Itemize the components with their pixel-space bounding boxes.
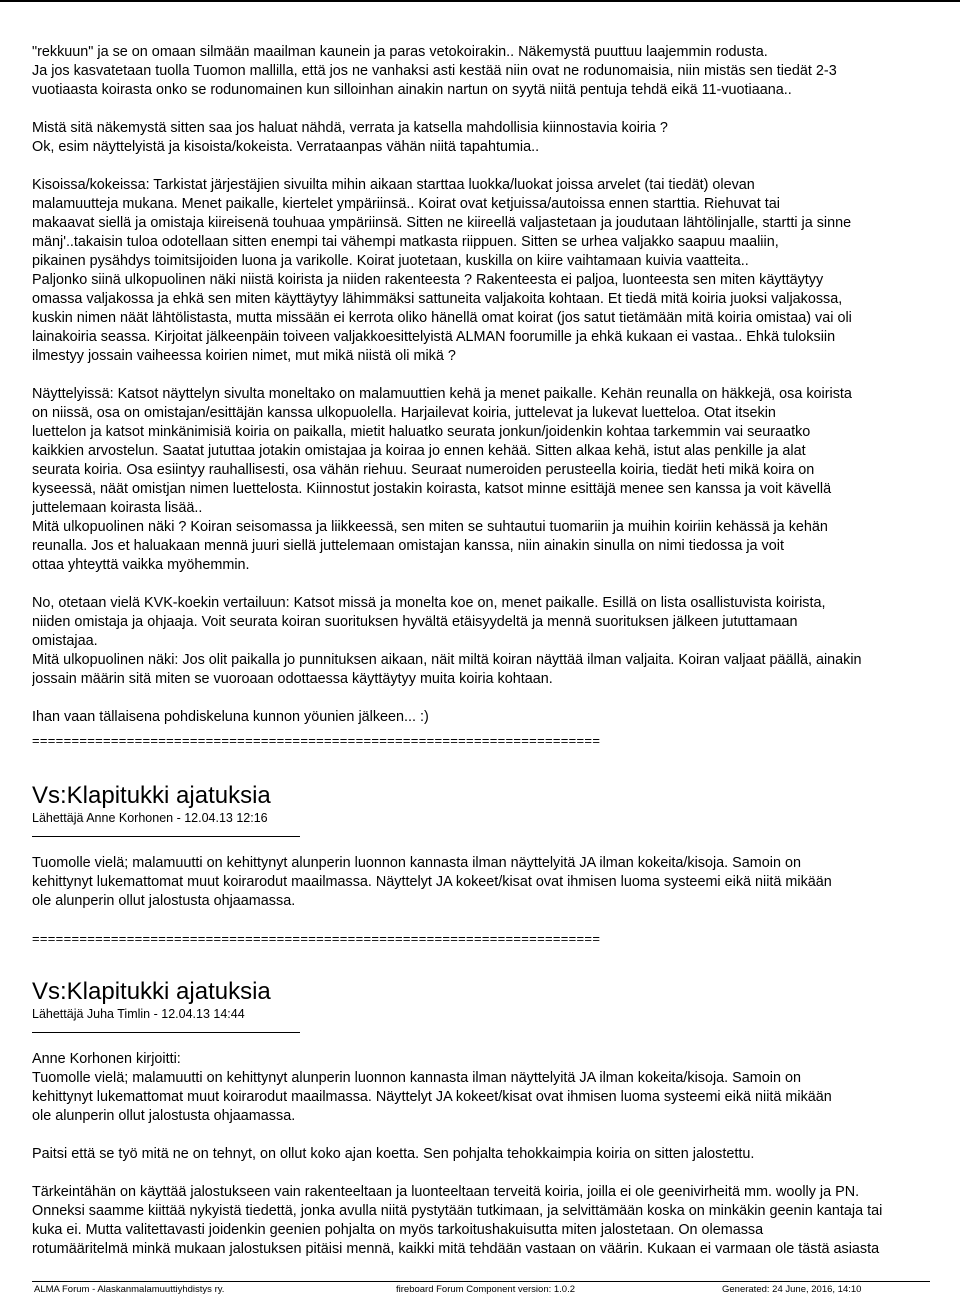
text-line: Tuomolle vielä; malamuutti on kehittynyt alunperin luonnon kannasta ilman näyttelyitä JA ilman kokeita/kisoja. Samoin on [32, 1070, 801, 1086]
text-line: kyseessä, näät omistjan nimen luettelosta. Kiinnostut jostakin koirasta, katsot minne esittäjä menee sen kanssa ja voit kävellä [32, 481, 832, 497]
post-title: Vs:Klapitukki ajatuksia [32, 782, 271, 809]
text-line: omassa valjakossa ja ehkä sen miten käyttäytyy lähimmäksi sattuneita valjakoita kohtaan. Et tiedä mitä koiria juoksi valjakossa, [32, 291, 843, 307]
blank-line [32, 575, 960, 594]
text-line: Paljonko siinä ulkopuolinen näki niistä koirista ja niiden rakenteesta ? Rakenteesta ei paljoa, luonteesta sen miten käyttäytyy [32, 272, 824, 288]
text-line: Tuomolle vielä; malamuutti on kehittynyt alunperin luonnon kannasta ilman näyttelyitä JA ilman kokeita/kisoja. Samoin on [32, 855, 801, 871]
footer-site-name: ALMA Forum - Alaskanmalamuuttiyhdistys ry. [34, 1284, 225, 1295]
text-line: luettelon ja katsot minkänimisiä koiria on paikalla, mietit haluatko seurata jonkun/joidenkin kohtaa tarkemmin vai seuraatko [32, 424, 811, 440]
text-line: rotumääritelmä minkä mukaan jalostuksen pitäisi mennä, kaikki mitä tehdään vastaan on väärin. Kukaan ei varmaan ole tästä asiasta [32, 1241, 880, 1257]
post-meta: Lähettäjä Anne Korhonen - 12.04.13 12:16 [32, 811, 268, 825]
text-line: ole alunperin ollut jalostusta ohjaamassa. [32, 1108, 296, 1124]
text-line: mänj'..takaisin tuloa odotellaan sitten enempi tai vähempi matkasta riippuen. Sitten se urhea valjakko saapuu maaliin, [32, 234, 779, 250]
text-line: reunalla. Jos et haluakaan mennä juuri siellä juttelemaan omistajan kanssa, niin ainakin sinulla on nimi tiedossa ja voit [32, 538, 784, 554]
text-line: lainakoiria seassa. Kirjoitat jälkeenpäin toiveen valjakkoesittelyistä ALMAN foorumille ja ehkä kukaan ei vastaa.. Ehkä tuloksiin [32, 329, 836, 345]
text-line: niiden omistaja ja ohjaaja. Voit seurata koiran suorituksen hyvältä etäisyydeltä ja mennä suorituksen jälkeen jututtamaan [32, 614, 798, 630]
text-line: Mitä ulkopuolinen näki: Jos olit paikalla jo punnituksen aikaan, näit miltä koiran näyttää ilman valjaita. Koiran valjaat päällä, ainakin [32, 652, 862, 668]
text-line: vuotiaasta koirasta onko se rodunomainen kun silloinhan ainakin nartun on syytä niitä pentuja tehdä eikä 11-vuotiaana.. [32, 82, 792, 98]
text-line: omistajaa. [32, 633, 98, 649]
post-body [32, 1050, 960, 1259]
blank-line [32, 366, 960, 385]
text-line: Onneksi saamme kiittää nykyistä tiedettä, jonka avulla niitä pystytään tutkimaan, ja selvittämään koska on minkäkin geenin kantaja tai [32, 1203, 883, 1219]
text-line: Anne Korhonen kirjoitti: [32, 1051, 181, 1067]
text-line: seurata koiria. Osa esiintyy rauhallisesti, osa vähän riehuu. Seuraat numeroiden perusteella koiria, tiedät heti mikä koira on [32, 462, 815, 478]
text-line: Ihan vaan tällaisena pohdiskeluna kunnon yöunien jälkeen... :) [32, 709, 429, 725]
post-body [32, 854, 960, 911]
footer-component-version: fireboard Forum Component version: 1.0.2 [396, 1284, 576, 1295]
blank-line [32, 689, 960, 708]
post-separator: ======================================================================== [32, 733, 601, 748]
post-separator: ======================================================================== [32, 931, 601, 946]
text-line: Mistä sitä näkemystä sitten saa jos haluat nähdä, verrata ja katsella mahdollisia kiinnostavia koiria ? [32, 120, 668, 136]
text-line: ole alunperin ollut jalostusta ohjaamassa. [32, 893, 296, 909]
top-border [0, 0, 960, 2]
text-line: Paitsi että se työ mitä ne on tehnyt, on ollut koko ajan koetta. Sen pohjalta tehokkaimpia koiria on sitten jalostettu. [32, 1146, 755, 1162]
page-footer [32, 1284, 930, 1296]
text-line: No, otetaan vielä KVK-koekin vertailuun: Katsot missä ja monelta koe on, menet paikalle. Esillä on lista osallistuvista koirista, [32, 595, 826, 611]
text-line: kuskin nimen näät lähtölistasta, mutta missään ei kerrota oliko hänellä omat koirat (jos satut tietämään mitä koiria omistaa) vai oli [32, 310, 852, 326]
text-line: Kisoissa/kokeissa: Tarkistat järjestäjien sivuilta mihin aikaan starttaa luokka/luokat joissa arvelet (tai tiedät) olevan [32, 177, 755, 193]
footer-generated-date: Generated: 24 June, 2016, 14:10 [722, 1284, 862, 1295]
text-line: pikainen pysähdys toimitsijoiden luona ja varikolle. Koirat juotetaan, kuskilla on kiire vaihtamaan kuivia vaatteita.. [32, 253, 749, 269]
text-line: kaikkien arvostelun. Saatat jututtaa jotakin omistajaa ja koiraa jo ennen kehää. Sitten alkaa kehä, istut alas penkille ja alat [32, 443, 806, 459]
text-line: jossain määrin sitä miten se vuoroaan odottaessa käyttäytyy muita koiria kohtaan. [32, 671, 553, 687]
text-line: Näyttelyissä: Katsot näyttelyn sivulta moneltako on malamuuttien kehä ja menet paikalle. Kehän reunalla on häkkejä, osa koirista [32, 386, 852, 402]
text-line: ilmestyy jossain vaiheessa koirien nimet, mut mikä niistä oli mikä ? [32, 348, 456, 364]
text-line: kehittynyt lukemattomat muut koirarodut maailmassa. Näyttelyt JA kokeet/kisat ovat ihmisen luoma systeemi eikä niitä mikään [32, 874, 832, 890]
text-line: malamuutteja mukana. Menet paikalle, kiertelet ympäriinsä.. Koirat ovat ketjuissa/autoissa ennen starttia. Riehuvat tai [32, 196, 780, 212]
text-line: "rekkuun" ja se on omaan silmään maailman kaunein ja paras vetokoirakin.. Näkemystä puuttuu laajemmin rodusta. [32, 44, 768, 60]
text-line: Mitä ulkopuolinen näki ? Koiran seisomassa ja liikkeessä, sen miten se suhtautui tuomariin ja muihin koiriin kehässä ja kehän [32, 519, 828, 535]
blank-line [32, 100, 960, 119]
text-line: makaavat siellä ja omistaja kiireisenä touhuaa ympäriinsä. Sitten ne kiireellä valjastetaan ja joudutaan lähtölinjalle, startti ja sinne [32, 215, 852, 231]
blank-line [32, 1164, 960, 1183]
intro-post-body [32, 43, 960, 727]
text-line: kehittynyt lukemattomat muut koirarodut maailmassa. Näyttelyt JA kokeet/kisat ovat ihmisen luoma systeemi eikä niitä mikään [32, 1089, 832, 1105]
post-title: Vs:Klapitukki ajatuksia [32, 978, 271, 1005]
text-line: Ja jos kasvatetaan tuolla Tuomon mallilla, että jos ne vanhaksi asti kestää niin ovat ne rodunomaisia, niin mistäs sen tiedät 2-3 [32, 63, 837, 79]
text-line: kuka ei. Mutta valitettavasti joidenkin geenien pohjalta on myös tarkoitushakuisutta miten jalostetaan. On olemassa [32, 1222, 764, 1238]
blank-line [32, 157, 960, 176]
text-line: Tärkeintähän on käyttää jalostukseen vain rakenteeltaan ja luonteeltaan terveitä koiria, joilla ei ole geenivirheitä mm. woolly ja PN. [32, 1184, 860, 1200]
text-line: on niissä, osa on omistajan/esittäjän kanssa ulkopuolella. Harjailevat koiria, juttelevat ja lukevat luetteloa. Otat itsekin [32, 405, 776, 421]
forum-print-content [32, 43, 960, 1259]
footer-rule [32, 1281, 930, 1282]
text-line: ottaa yhteyttä vaikka myöhemmin. [32, 557, 250, 573]
post-meta: Lähettäjä Juha Timlin - 12.04.13 14:44 [32, 1007, 245, 1021]
text-line: juttelemaan koirasta lisää.. [32, 500, 203, 516]
text-line: Ok, esim näyttelyistä ja kisoista/kokeista. Verrataanpas vähän niitä tapahtumia.. [32, 139, 540, 155]
blank-line [32, 1126, 960, 1145]
